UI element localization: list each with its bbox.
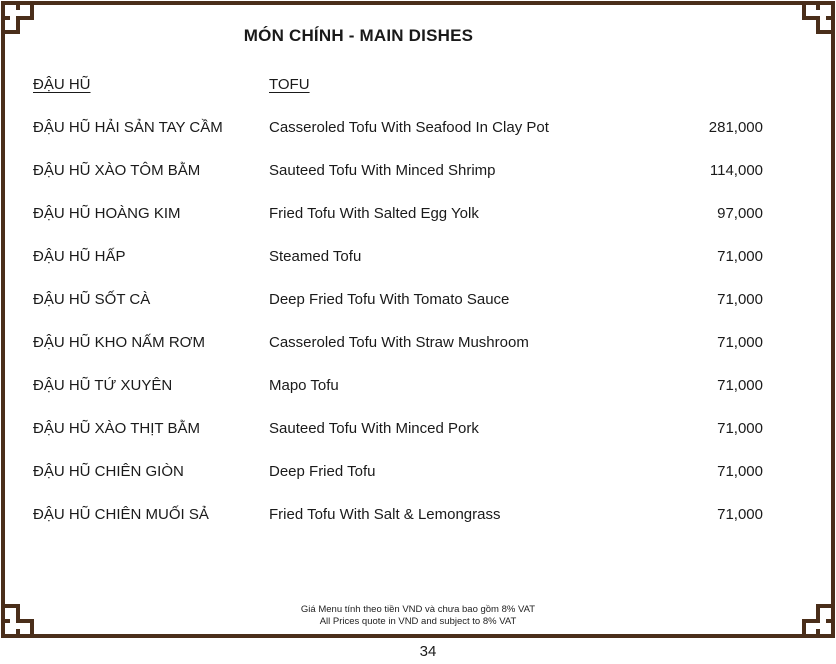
menu-item bbox=[0, 247, 836, 290]
item-price: 71,000 bbox=[717, 248, 763, 265]
item-price: 114,000 bbox=[709, 162, 763, 179]
item-name-english: Fried Tofu With Salt & Lemongrass bbox=[269, 506, 501, 523]
item-price: 71,000 bbox=[717, 463, 763, 480]
item-name-english: Sauteed Tofu With Minced Shrimp bbox=[269, 162, 496, 179]
menu-item bbox=[0, 376, 836, 419]
item-price: 71,000 bbox=[717, 334, 763, 351]
item-name-vietnamese: ĐẬU HŨ TỨ XUYÊN bbox=[33, 377, 173, 394]
item-name-english: Steamed Tofu bbox=[269, 248, 362, 265]
vat-note-english: All Prices quote in VND and subject to 8% VAT bbox=[319, 616, 517, 627]
item-name-vietnamese: ĐẬU HŨ CHIÊN MUỐI SẢ bbox=[33, 506, 209, 523]
item-name-english: Sauteed Tofu With Minced Pork bbox=[269, 420, 479, 437]
menu-item-list bbox=[0, 118, 836, 548]
item-name-vietnamese: ĐẬU HŨ XÀO TÔM BẰM bbox=[33, 162, 201, 179]
item-price: 97,000 bbox=[717, 205, 763, 222]
menu-item bbox=[0, 204, 836, 247]
item-price: 71,000 bbox=[717, 420, 763, 437]
item-price: 71,000 bbox=[717, 377, 763, 394]
item-name-english: Casseroled Tofu With Straw Mushroom bbox=[269, 334, 529, 351]
page-title: MÓN CHÍNH - MAIN DISHES bbox=[243, 26, 474, 45]
item-name-english: Mapo Tofu bbox=[269, 377, 339, 394]
item-name-vietnamese: ĐẬU HŨ HOÀNG KIM bbox=[33, 205, 181, 222]
item-name-english: Deep Fried Tofu With Tomato Sauce bbox=[269, 291, 510, 308]
section-heading-english: TOFU bbox=[269, 76, 310, 93]
vat-footnote bbox=[0, 604, 836, 628]
item-name-vietnamese: ĐẬU HŨ CHIÊN GIÒN bbox=[33, 463, 184, 480]
menu-item bbox=[0, 161, 836, 204]
item-name-vietnamese: ĐẬU HŨ HẢI SẢN TAY CẦM bbox=[33, 119, 223, 136]
menu-item bbox=[0, 419, 836, 462]
item-price: 71,000 bbox=[717, 506, 763, 523]
menu-item bbox=[0, 118, 836, 161]
item-name-vietnamese: ĐẬU HŨ HẤP bbox=[33, 248, 126, 265]
item-name-vietnamese: ĐẬU HŨ KHO NẤM RƠM bbox=[33, 334, 206, 351]
item-name-english: Deep Fried Tofu bbox=[269, 463, 376, 480]
item-name-vietnamese: ĐẬU HŨ XÀO THỊT BẰM bbox=[33, 420, 200, 437]
item-name-vietnamese: ĐẬU HŨ SỐT CÀ bbox=[33, 291, 151, 308]
item-price: 71,000 bbox=[717, 291, 763, 308]
corner-ornament-top-right bbox=[804, 3, 833, 32]
menu-item bbox=[0, 505, 836, 548]
menu-item bbox=[0, 290, 836, 333]
item-price: 281,000 bbox=[708, 119, 763, 136]
item-name-english: Casseroled Tofu With Seafood In Clay Pot bbox=[269, 119, 549, 136]
menu-item bbox=[0, 333, 836, 376]
item-name-english: Fried Tofu With Salted Egg Yolk bbox=[269, 205, 479, 222]
page-number: 34 bbox=[419, 643, 437, 660]
section-heading-vietnamese: ĐẬU HŨ bbox=[33, 76, 91, 93]
menu-item bbox=[0, 462, 836, 505]
vat-note-vietnamese: Giá Menu tính theo tiền VND và chưa bao gồm 8% VAT bbox=[300, 604, 536, 615]
